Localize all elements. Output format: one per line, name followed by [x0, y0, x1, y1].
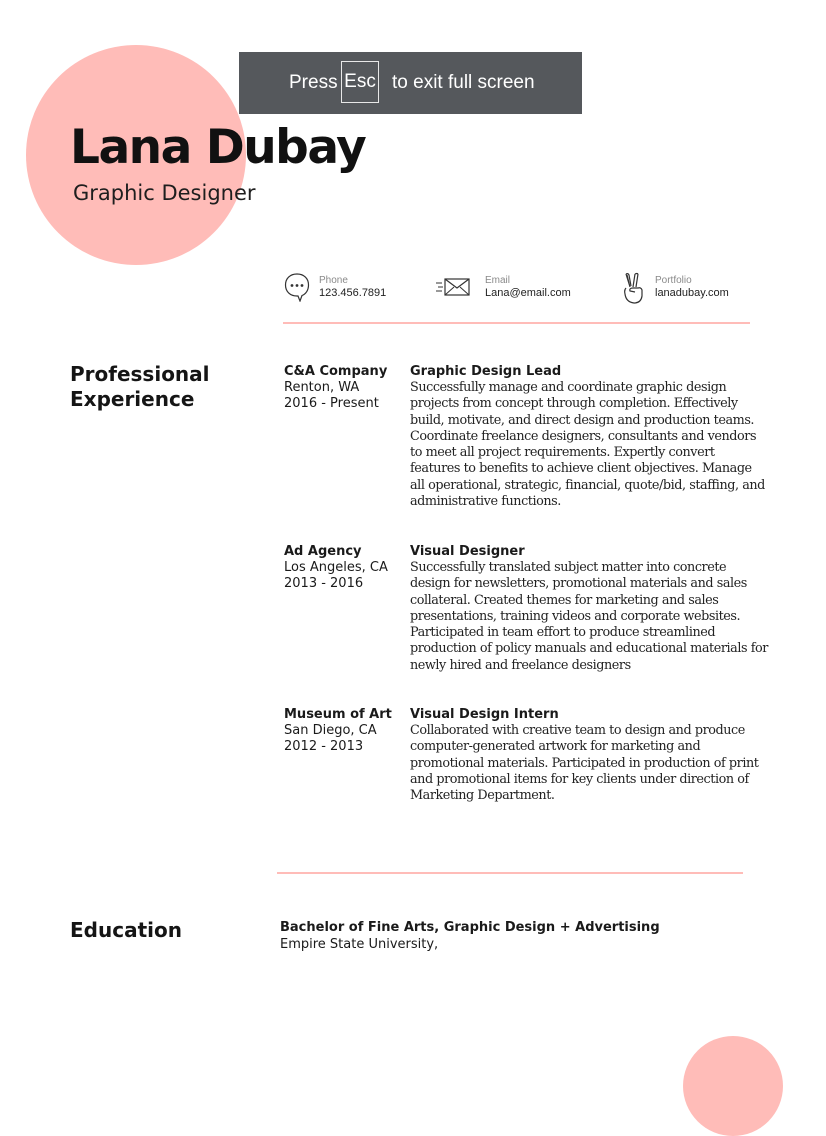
education-school: Empire State University,: [280, 937, 439, 952]
contact-phone-value[interactable]: 123.456.7891: [319, 287, 387, 299]
contact-phone-label: Phone: [319, 275, 348, 286]
envelope-icon: [435, 272, 471, 302]
job-company-block: [284, 707, 392, 755]
job-title: Graphic Design Lead: [410, 364, 562, 379]
resume-name: Lana Dubay: [70, 120, 366, 175]
job-description: Successfully translated subject matter into concrete design for newsletters, promotional materials and sales collateral. Created themes for marketing and sales presentations, training videos and corporate websites. Participated in team effort to produce streamlined production of policy manuals and educational materials for newly hired and freelance designers: [410, 560, 768, 673]
job-dates: 2012 - 2013: [284, 739, 364, 754]
fullscreen-exit-text: to exit full screen: [392, 72, 535, 93]
experience-heading: [70, 362, 210, 412]
education-degree: Bachelor of Fine Arts, Graphic Design + Advertising: [280, 920, 660, 935]
experience-heading-line1: Professional: [70, 362, 210, 386]
peace-hand-icon: [621, 272, 647, 306]
job-company-block: [284, 544, 388, 592]
job-title: Visual Design Intern: [410, 707, 559, 722]
job-company: Museum of Art: [284, 707, 392, 722]
decorative-circle-bottom: [683, 1036, 783, 1136]
job-company: Ad Agency: [284, 544, 362, 559]
esc-key-badge: Esc: [341, 61, 379, 103]
contact-divider: [283, 322, 750, 324]
contact-email-label: Email: [485, 275, 511, 286]
job-dates: 2016 - Present: [284, 396, 379, 411]
job-location: Renton, WA: [284, 380, 360, 395]
experience-heading-line2: Experience: [70, 387, 195, 411]
job-description: Successfully manage and coordinate graphic design projects from concept through completion. Effectively build, motivate, and direct design and production teams. Coordinate freelance designers, consultants and vendors to meet all project requirements. Expertly convert features to benefits to achieve client objectives. Manage all operational, strategic, financial, quote/bid, staffing, and administrative functions.: [410, 380, 765, 510]
job-location: San Diego, CA: [284, 723, 377, 738]
job-title: Visual Designer: [410, 544, 525, 559]
fullscreen-notice: [239, 52, 582, 114]
contact-portfolio-value[interactable]: lanadubay.com: [655, 287, 729, 299]
resume-role: Graphic Designer: [73, 181, 256, 205]
job-dates: 2013 - 2016: [284, 576, 364, 591]
contact-email-value[interactable]: Lana@email.com: [485, 287, 571, 299]
job-company: C&A Company: [284, 364, 388, 379]
job-company-block: [284, 364, 387, 412]
job-description: Collaborated with creative team to design and produce computer-generated artwork for marketing and promotional materials. Participated in production of print and promotional items for key clients under direction of Marketing Department.: [410, 723, 759, 804]
speech-bubble-icon: [284, 272, 310, 302]
fullscreen-press-text: Press: [289, 72, 338, 93]
job-location: Los Angeles, CA: [284, 560, 388, 575]
education-divider: [277, 872, 743, 874]
contact-portfolio-label: Portfolio: [655, 275, 692, 286]
education-heading: Education: [70, 918, 182, 942]
